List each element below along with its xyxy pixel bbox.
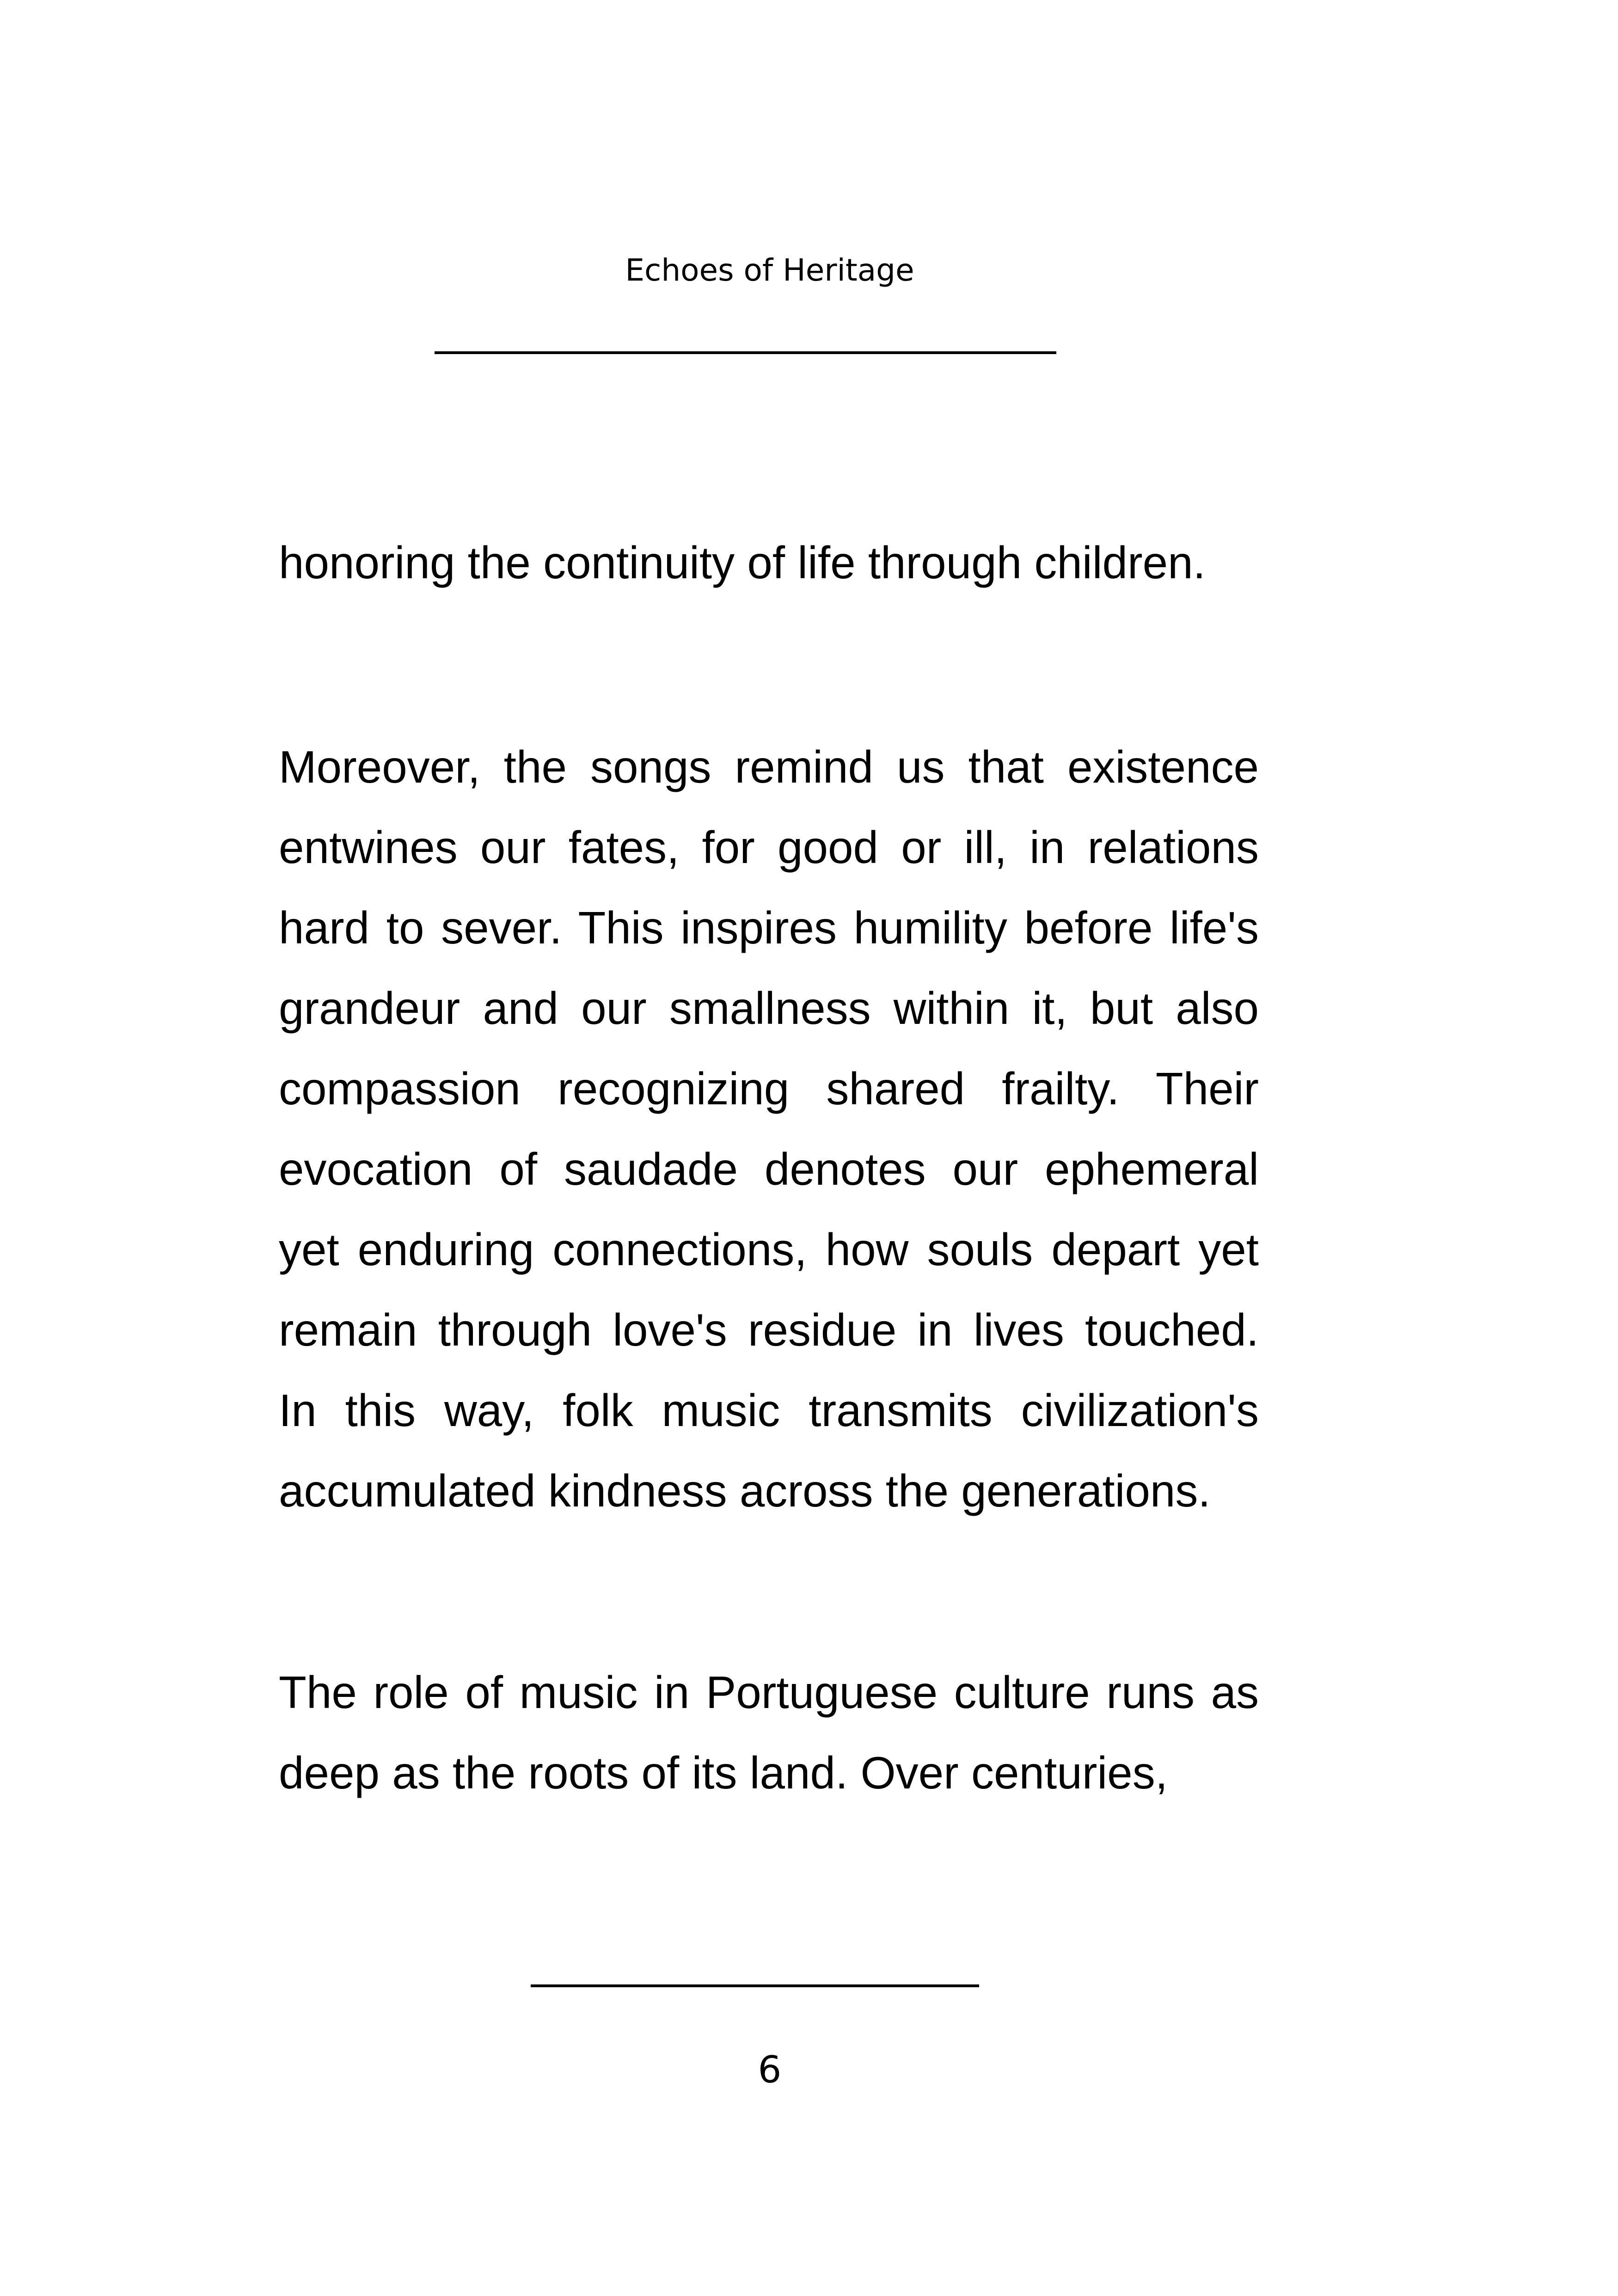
body-paragraph-2: Moreover, the songs remind us that existence entwines our fates, for good or ill, in relations hard to sever. This inspires humility before life's grandeur and our smallness within it, but also compassion recognizing shared frailty. Their evocation of saudade denotes our ephemeral yet enduring connections, how souls depart yet remain through love's residue in lives touched. In this way, folk music transmits civilization's accumulated kindness across the generations. — [279, 741, 1259, 1516]
body-paragraph-1: honoring the continuity of life through children. — [279, 537, 1206, 588]
header-rule — [435, 351, 1056, 354]
running-header-title: Echoes of Heritage — [625, 252, 914, 288]
body-paragraph-3: The role of music in Portuguese culture runs as deep as the roots of its land. Over centuries, — [279, 1667, 1259, 1798]
page-number: 6 — [758, 2048, 782, 2091]
footer-rule — [531, 1984, 979, 1987]
